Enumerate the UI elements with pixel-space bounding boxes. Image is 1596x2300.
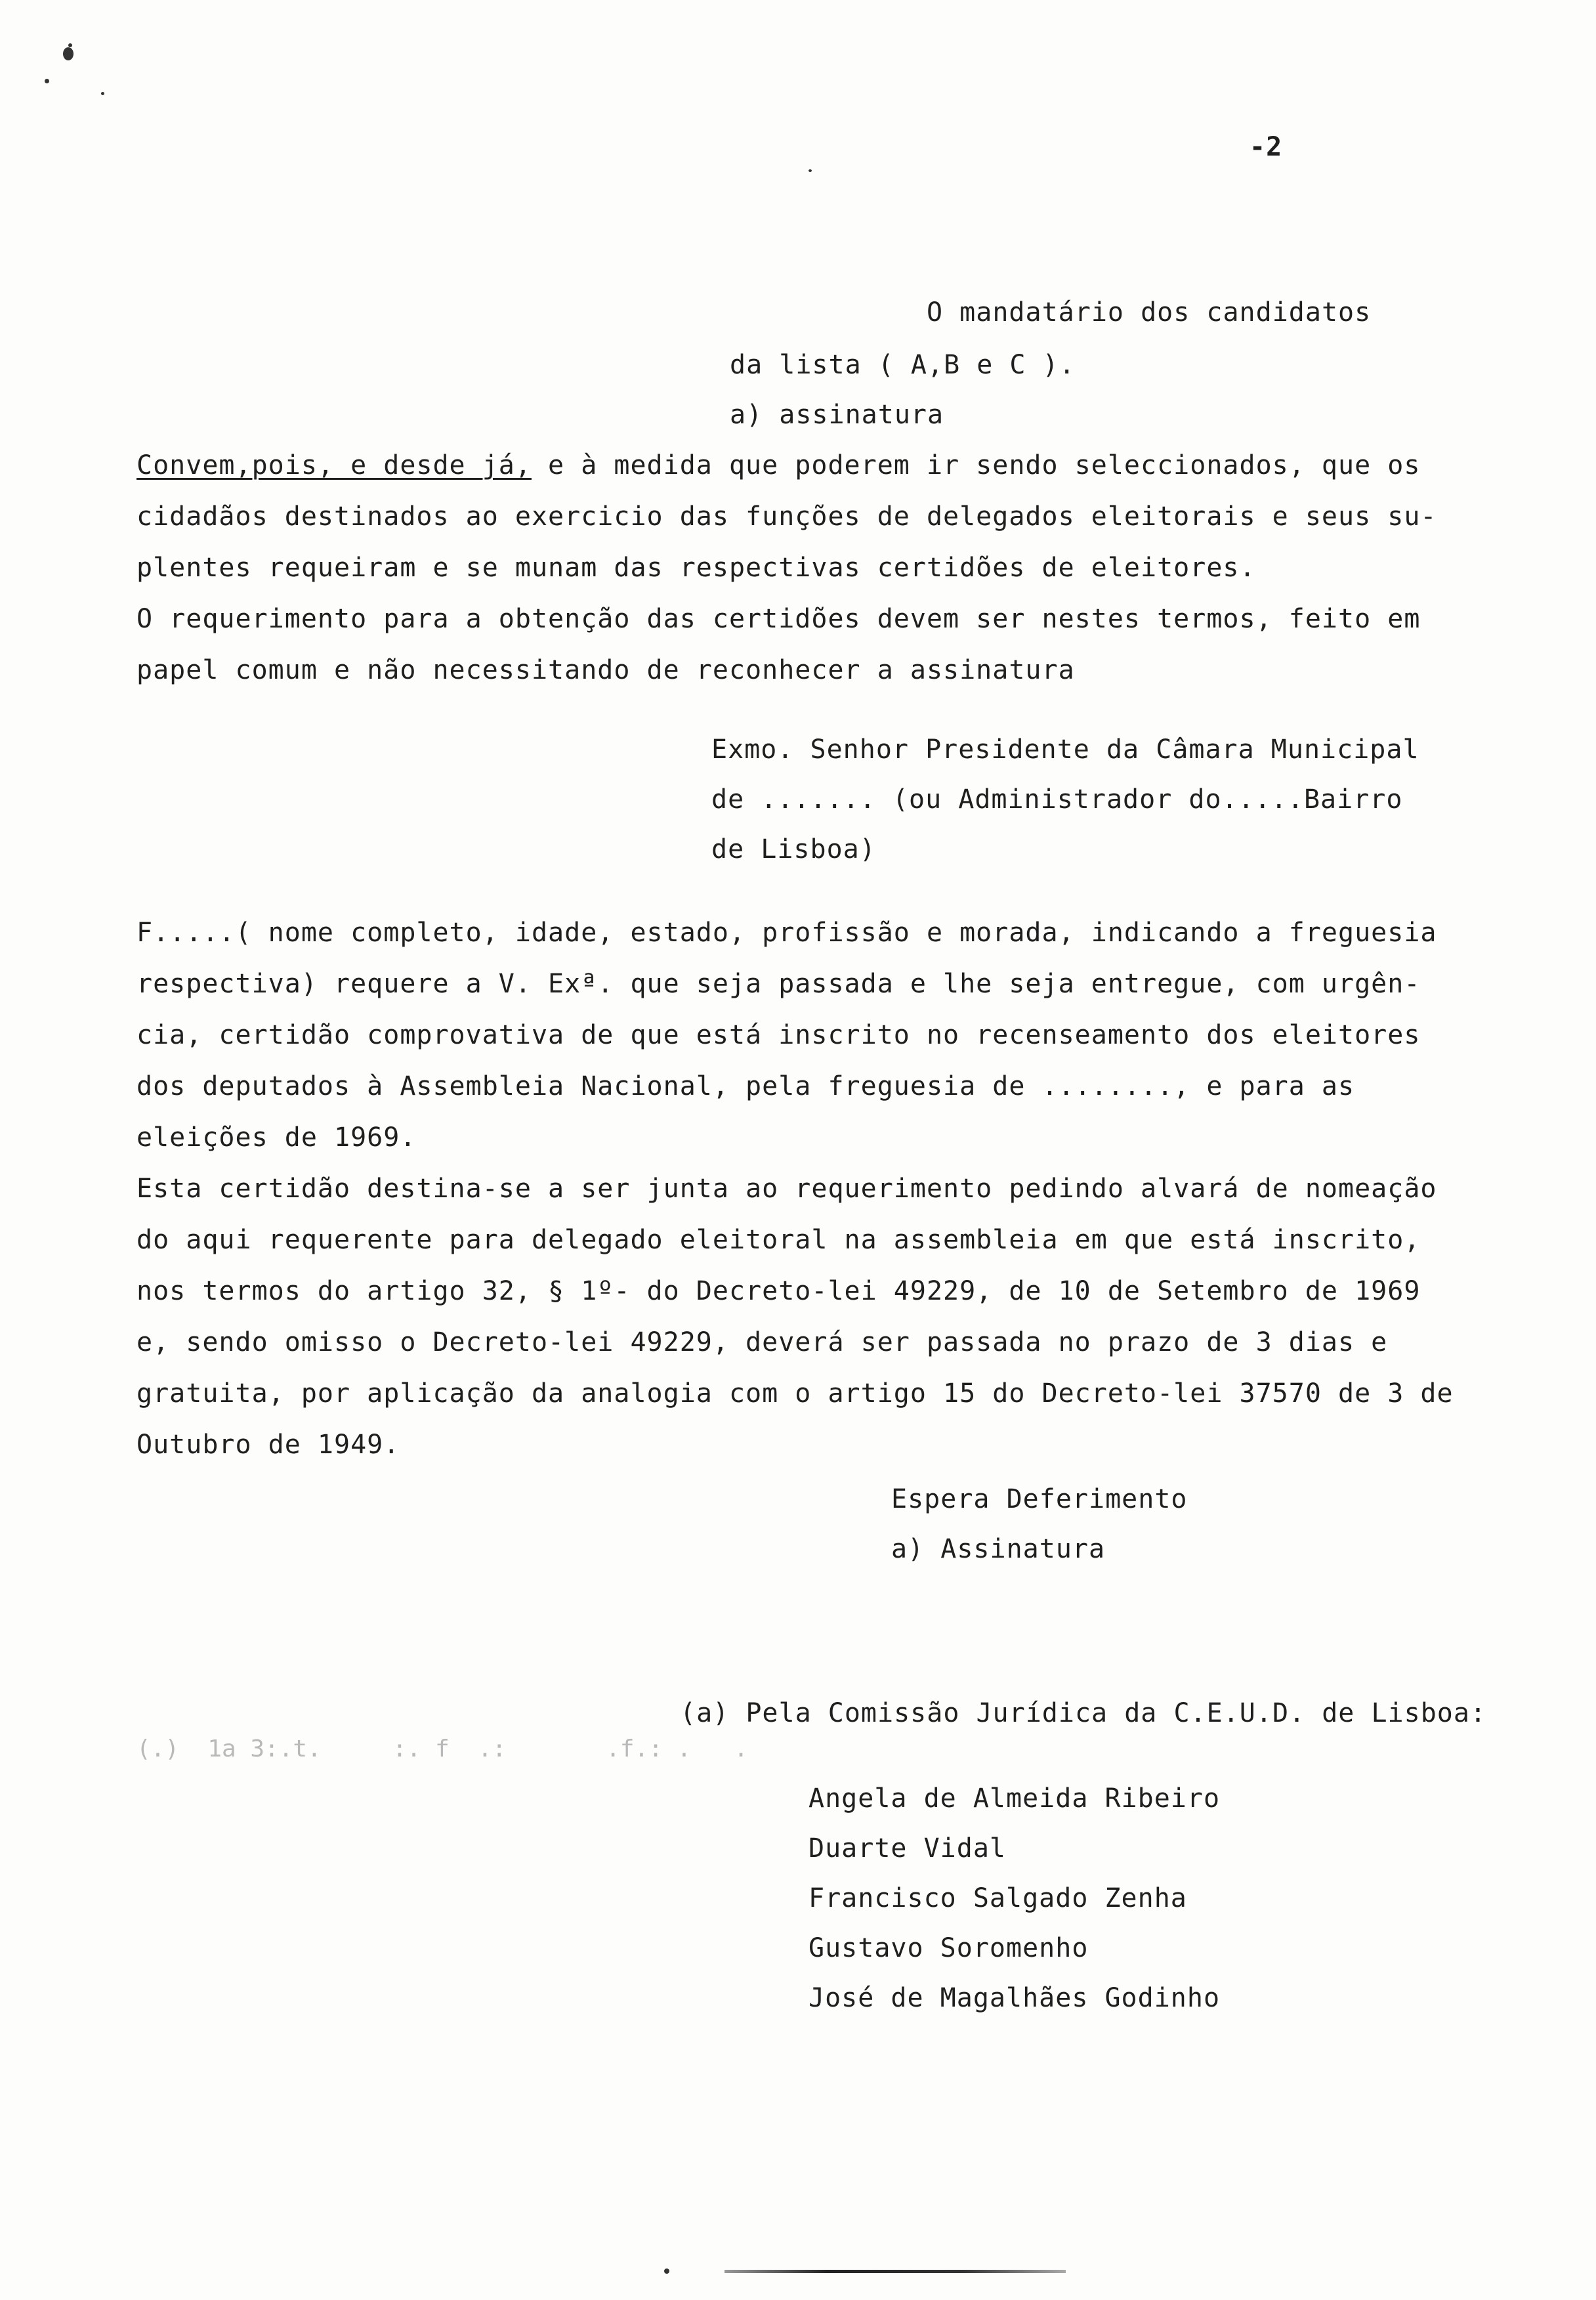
addressee-line-2: de ....... (ou Administrador do.....Bairro — [711, 784, 1403, 815]
scan-speck — [45, 79, 49, 83]
commission-header: (a) Pela Comissão Jurídica da C.E.U.D. de Lisboa: — [680, 1698, 1487, 1728]
signatory-line-1: O mandatário dos candidatos — [927, 297, 1372, 328]
addressee-line-3: de Lisboa) — [711, 834, 876, 864]
request-line: gratuita, por aplicação da analogia com o artigo 15 do Decreto-lei 37570 de 3 de — [136, 1378, 1454, 1409]
signatory-line-2: da lista ( A,B e C ). — [730, 350, 1076, 380]
intro-paragraph — [136, 440, 1437, 696]
request-line: e, sendo omisso o Decreto-lei 49229, deverá ser passada no prazo de 3 dias e — [136, 1327, 1388, 1357]
commission-member: Gustavo Soromenho — [808, 1933, 1089, 1963]
closing-line-1: Espera Deferimento — [891, 1484, 1188, 1514]
scan-speck — [63, 47, 74, 60]
request-line: nos termos do artigo 32, § 1º- do Decreto-lei 49229, de 10 de Setembro de 1969 — [136, 1276, 1421, 1306]
underlined-lead: Convem,pois, e desde já, — [136, 450, 532, 480]
commission-member: José de Magalhães Godinho — [808, 1983, 1221, 2013]
request-line: dos deputados à Assembleia Nacional, pela freguesia de ........, e para as — [136, 1071, 1355, 1101]
request-line: F.....( nome completo, idade, estado, profissão e morada, indicando a freguesia — [136, 918, 1437, 948]
scan-artifact-line — [724, 2270, 1066, 2273]
commission-member: Francisco Salgado Zenha — [808, 1883, 1187, 1913]
request-line: Esta certidão destina-se a ser junta ao requerimento pedindo alvará de nomeação — [136, 1174, 1437, 1204]
faint-bleedthrough-text: (.) 1a 3:.t. :. f .: .f.: . . — [136, 1736, 748, 1762]
request-line: respectiva) requere a V. Exª. que seja passada e lhe seja entregue, com urgên- — [136, 969, 1421, 999]
intro-line-1-rest: e à medida que poderem ir sendo seleccionados, que os — [531, 450, 1421, 480]
intro-line-4: O requerimento para a obtenção das certidões devem ser nestes termos, feito em — [136, 604, 1421, 634]
scan-speck — [68, 43, 72, 47]
request-line: Outubro de 1949. — [136, 1430, 400, 1460]
closing-line-2: a) Assinatura — [891, 1534, 1106, 1564]
intro-line-5: papel comum e não necessitando de reconhecer a assinatura — [136, 655, 1075, 685]
request-line: do aqui requerente para delegado eleitoral na assembleia em que está inscrito, — [136, 1225, 1421, 1255]
intro-line-2: cidadãos destinados ao exercicio das funções de delegados eleitorais e seus su- — [136, 501, 1437, 532]
intro-line-1 — [136, 440, 1437, 491]
commission-member: Duarte Vidal — [808, 1833, 1006, 1863]
scan-speck — [808, 169, 812, 172]
request-line: eleições de 1969. — [136, 1122, 417, 1153]
commission-member: Angela de Almeida Ribeiro — [808, 1783, 1221, 1814]
page-number: -2 — [1250, 132, 1283, 162]
intro-line-3: plentes requeiram e se munam das respectivas certidões de eleitores. — [136, 553, 1256, 583]
scan-speck — [101, 92, 104, 95]
signatory-line-3: a) assinatura — [730, 400, 944, 430]
addressee-line-1: Exmo. Senhor Presidente da Câmara Municipal — [711, 735, 1419, 765]
request-line: cia, certidão comprovativa de que está inscrito no recenseamento dos eleitores — [136, 1020, 1421, 1050]
request-paragraph — [136, 907, 1454, 1470]
scan-speck — [664, 2268, 669, 2274]
